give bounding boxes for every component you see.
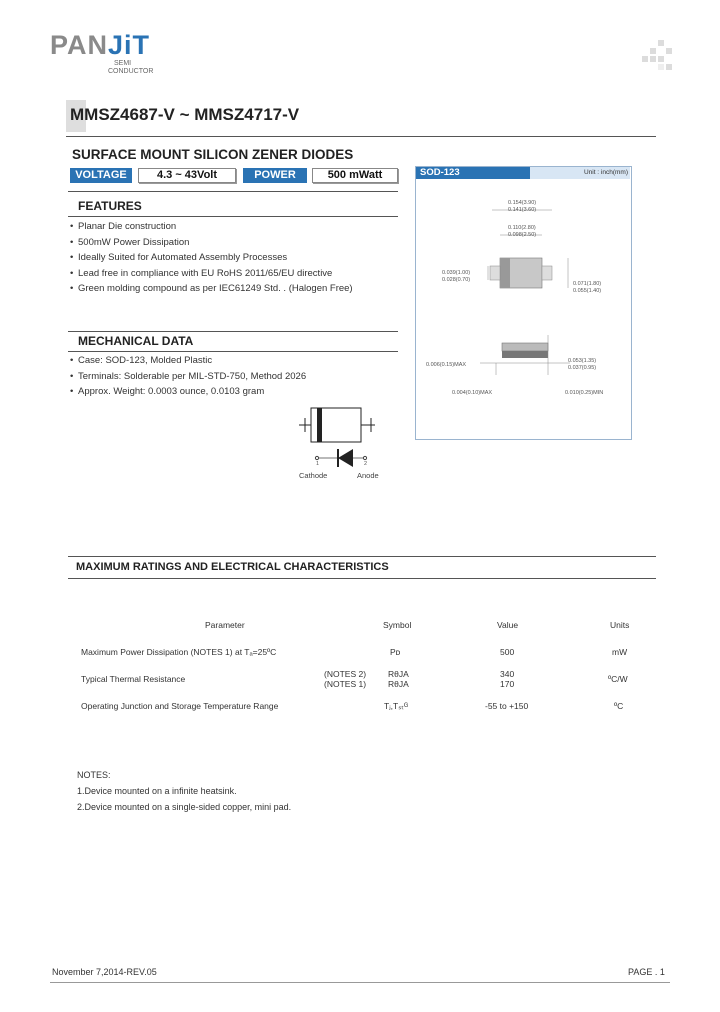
cathode-label: Cathode xyxy=(299,471,328,480)
cell-symbol: Pᴅ xyxy=(390,647,401,657)
dim-lead-length: 0.010(0.25)MIN xyxy=(565,390,604,396)
list-item: • Ideally Suited for Automated Assembly Processes xyxy=(70,252,288,264)
corner-decoration-icon xyxy=(642,40,678,70)
list-item: • Lead free in compliance with EU RoHS 2011/65/EU directive xyxy=(70,267,333,279)
note-item: 1.Device mounted on a infinite heatsink. xyxy=(77,786,237,796)
power-label: POWER xyxy=(243,168,307,183)
features-list xyxy=(70,221,353,299)
anode-label: Anode xyxy=(357,471,379,480)
cell-units: ºC/W xyxy=(608,674,628,684)
product-subtitle: SURFACE MOUNT SILICON ZENER DIODES xyxy=(72,147,354,162)
voltage-value: 4.3 ~ 43Volt xyxy=(138,168,236,183)
list-item: • Terminals: Solderable per MIL-STD-750, Method 2026 xyxy=(70,370,307,382)
cell-parameter: Operating Junction and Storage Temperature Range xyxy=(81,701,279,711)
list-item: • Planar Die construction xyxy=(70,221,177,232)
dim-body-length: 0.110(2.80) 0.098(2.50) xyxy=(508,225,537,238)
column-header-units: Units xyxy=(610,620,630,630)
cell-units: mW xyxy=(612,647,628,657)
cell-parameter: Typical Thermal Resistance xyxy=(81,674,186,684)
list-item: • Case: SOD-123, Molded Plastic xyxy=(70,355,213,366)
notes-heading: NOTES: xyxy=(77,770,111,780)
column-header-value: Value xyxy=(497,620,519,630)
note-item: 2.Device mounted on a single-sided copper, mini pad. xyxy=(77,802,292,812)
list-item: • Green molding compound as per IEC61249 Std. . (Halogen Free) xyxy=(70,283,353,295)
features-divider-top xyxy=(68,191,398,192)
dim-body-height: 0.053(1.35) 0.037(0.95) xyxy=(568,358,597,371)
logo-jit-text: JiT xyxy=(108,30,151,60)
features-heading: FEATURES xyxy=(78,199,142,213)
cell-symbol: Tⱼ,Tₛₜᴳ xyxy=(384,701,409,711)
dim-standoff: 0.004(0.10)MAX xyxy=(452,390,493,396)
mechanical-divider-top xyxy=(68,331,398,332)
page-title: MMSZ4687-V ~ MMSZ4717-V xyxy=(70,105,300,124)
cell-parameter: Maximum Power Dissipation (NOTES 1) at Tₐ=25ºC xyxy=(81,647,277,657)
cell-value: 500 xyxy=(500,647,515,657)
cell-symbol: RθJA RθJA xyxy=(388,669,409,689)
package-name: SOD-123 xyxy=(416,167,530,179)
mechanical-heading: MECHANICAL DATA xyxy=(78,334,194,348)
logo-sub-semi: SEMI xyxy=(114,60,132,67)
pin2-label: 2 xyxy=(364,461,368,467)
footer-divider xyxy=(50,982,670,983)
column-header-parameter: Parameter xyxy=(205,620,245,630)
package-dimension-drawing-icon xyxy=(430,190,620,410)
features-divider-bottom xyxy=(68,216,398,217)
ratings-divider-bottom xyxy=(68,578,656,579)
ratings-divider-top xyxy=(68,556,656,557)
voltage-label: VOLTAGE xyxy=(70,168,132,183)
logo-sub-conductor: CONDUCTOR xyxy=(108,68,154,75)
cell-value: -55 to +150 xyxy=(485,701,529,711)
dim-overall-length: 0.154(3.90) 0.141(3.60) xyxy=(508,200,537,213)
pin1-label: 1 xyxy=(316,461,320,467)
title-divider xyxy=(66,136,656,137)
company-logo xyxy=(50,30,150,61)
footer-page-number: PAGE . 1 xyxy=(628,967,665,977)
dim-body-width: 0.071(1.80) 0.055(1.40) xyxy=(573,281,602,294)
cell-notes: (NOTES 2) (NOTES 1) xyxy=(324,669,367,689)
footer-date: November 7,2014-REV.05 xyxy=(52,967,157,977)
dim-lead-width: 0.039(1.00) 0.028(0.70) xyxy=(442,270,471,283)
package-unit: Unit : inch(mm) xyxy=(530,167,630,179)
logo-pan-text: PAN xyxy=(50,30,109,60)
column-header-symbol: Symbol xyxy=(383,620,412,630)
list-item: • Approx. Weight: 0.0003 ounce, 0.0103 gram xyxy=(70,386,265,398)
power-value: 500 mWatt xyxy=(312,168,398,183)
logo-subtitle xyxy=(108,60,153,76)
dim-lead-thickness: 0.006(0.15)MAX xyxy=(426,362,467,368)
notes-block xyxy=(77,767,291,815)
cell-value: 340 170 xyxy=(500,669,515,689)
cell-units: ºC xyxy=(614,701,624,711)
ratings-heading: MAXIMUM RATINGS AND ELECTRICAL CHARACTERISTICS xyxy=(76,561,389,573)
mechanical-list xyxy=(70,355,306,402)
mechanical-divider-bottom xyxy=(68,351,398,352)
list-item: • 500mW Power Dissipation xyxy=(70,236,190,248)
